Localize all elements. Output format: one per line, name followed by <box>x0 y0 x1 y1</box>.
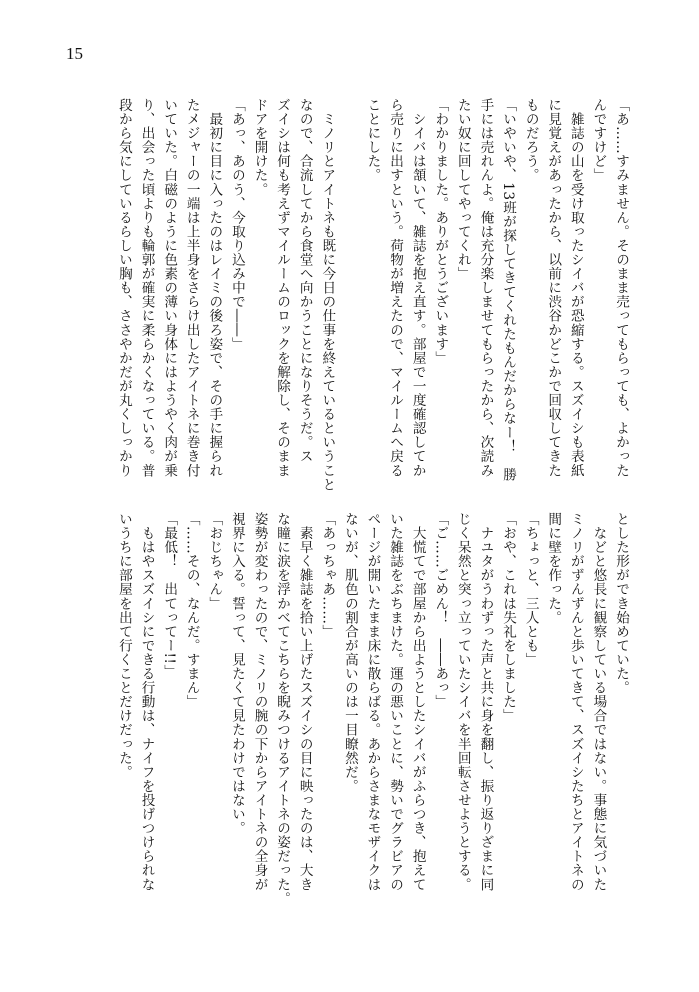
text-column: ものだろう。 <box>522 98 539 183</box>
text-column <box>338 98 361 493</box>
text-column: ことにした。 <box>364 98 381 183</box>
text-column: 「あ……すみません。そのまま売ってもらっても、よかった <box>613 98 629 478</box>
text-column: ナユタがうわずった声と共に身を翻し、振り返りざまに同 <box>477 512 494 892</box>
text-column: に見覚えがあったから、以前に渋谷かどこかで回収してきた <box>545 98 562 478</box>
text-column: なので、合流してから食堂へ向かうことになりそうだ。ス <box>296 98 313 464</box>
text-column: 「ご……ごめん！ ――あっ」 <box>432 512 449 709</box>
text-column: 「ちょっと、三人とも」 <box>522 512 539 667</box>
text-column: たメジャーの一端は上半身をさらけ出したアイトネに巻き付 <box>183 98 200 478</box>
text-column: 素早く雑誌を拾い上げたスズイシの目に映ったのは、大き <box>296 512 313 892</box>
text-column: 「わかりました。ありがとうございます」 <box>432 98 449 365</box>
text-column: じく呆然と突っ立っていたシイバを半回転させようとする。 <box>454 512 471 892</box>
text-column: 最初に目に入ったのはレイミの後ろ姿で、その手に握られ <box>206 98 223 478</box>
text-column: 「……その、なんだ。すまん」 <box>183 512 200 709</box>
text-column: 「あっ、あのう、今取り込み中で――」 <box>228 98 245 351</box>
text-column: 「最低！ 出てってー!!」 <box>161 512 178 679</box>
text-column: 雑誌の山を受け取ったシイバが恐縮する。スズイシも表紙 <box>567 98 584 478</box>
text-column: な瞳に涙を浮かべてこちらを睨みつけるアイトネの姿だった。 <box>274 512 291 906</box>
text-column: 段から気にしているらしい胸も、ささやかだが丸くしっかり <box>115 98 132 478</box>
text-column: ズイシは何も考えずマイルームのロックを解除し、そのまま <box>274 98 291 478</box>
text-column: り、出会った頃よりも輪郭が確実に柔らかくなっている。普 <box>138 98 155 478</box>
text-column: ミノリがずんずんと歩いてきて、スズイシたちとアイトネの <box>567 512 584 892</box>
text-column: 間に壁を作った。 <box>545 512 562 625</box>
text-column: などと悠長に観察している場合ではない。事態に気づいた <box>590 512 607 892</box>
text-column: もはやスズイシにできる行動は、ナイフを投げつけられな <box>138 512 155 892</box>
text-block-upper <box>112 98 632 493</box>
text-column: んですけど」 <box>590 98 607 183</box>
text-column: たい奴に回してやってくれ」 <box>454 98 471 281</box>
text-column: いた雑誌をぶちまけた。運の悪いことに、勢いでグラビアの <box>387 512 404 892</box>
text-column: いうちに部屋を出て行くことだけだった。 <box>115 512 132 779</box>
text-column: ページが開いたまま床に散らばる。あからさまなモザイクは <box>364 512 381 892</box>
text-column: 大慌てで部屋から出ようとしたシイバがふらつき、抱えて <box>409 512 426 892</box>
text-column: シイバは頷いて、雑誌を抱え直す。部屋で一度確認してか <box>409 98 426 478</box>
text-column: 手には売れんよ。俺は充分楽しませてもらったから、次読み <box>477 98 494 478</box>
text-column: 姿勢が変わったので、ミノリの腕の下からアイトネの全身が <box>251 512 268 892</box>
text-column: 「おじちゃん」 <box>206 512 223 611</box>
text-column: 「おや、これは失礼をしました」 <box>500 512 517 723</box>
text-column: 「いやいや、13班が探してきてくれたもんだからなー！ 勝 <box>500 98 517 482</box>
text-column: ないが、肌色の割合が高いのは一目瞭然だ。 <box>341 512 358 793</box>
page-number: 15 <box>66 44 83 63</box>
text-column: 視界に入る。誓って、見たくて見たわけではない。 <box>228 512 245 836</box>
text-column: ら売りに出すという。荷物が増えたので、マイルームへ戻る <box>387 98 404 478</box>
text-column: ミノリとアイトネも既に今日の仕事を終えているということ <box>319 98 336 492</box>
text-column: 「あっちゃあ……」 <box>319 512 336 639</box>
text-column: ドアを開けた。 <box>251 98 268 197</box>
text-column: いていた。白磁のように色素の薄い身体にはようやく肉が乗 <box>161 98 178 478</box>
text-column: とした形ができ始めていた。 <box>613 512 629 695</box>
text-block-lower <box>112 512 632 952</box>
